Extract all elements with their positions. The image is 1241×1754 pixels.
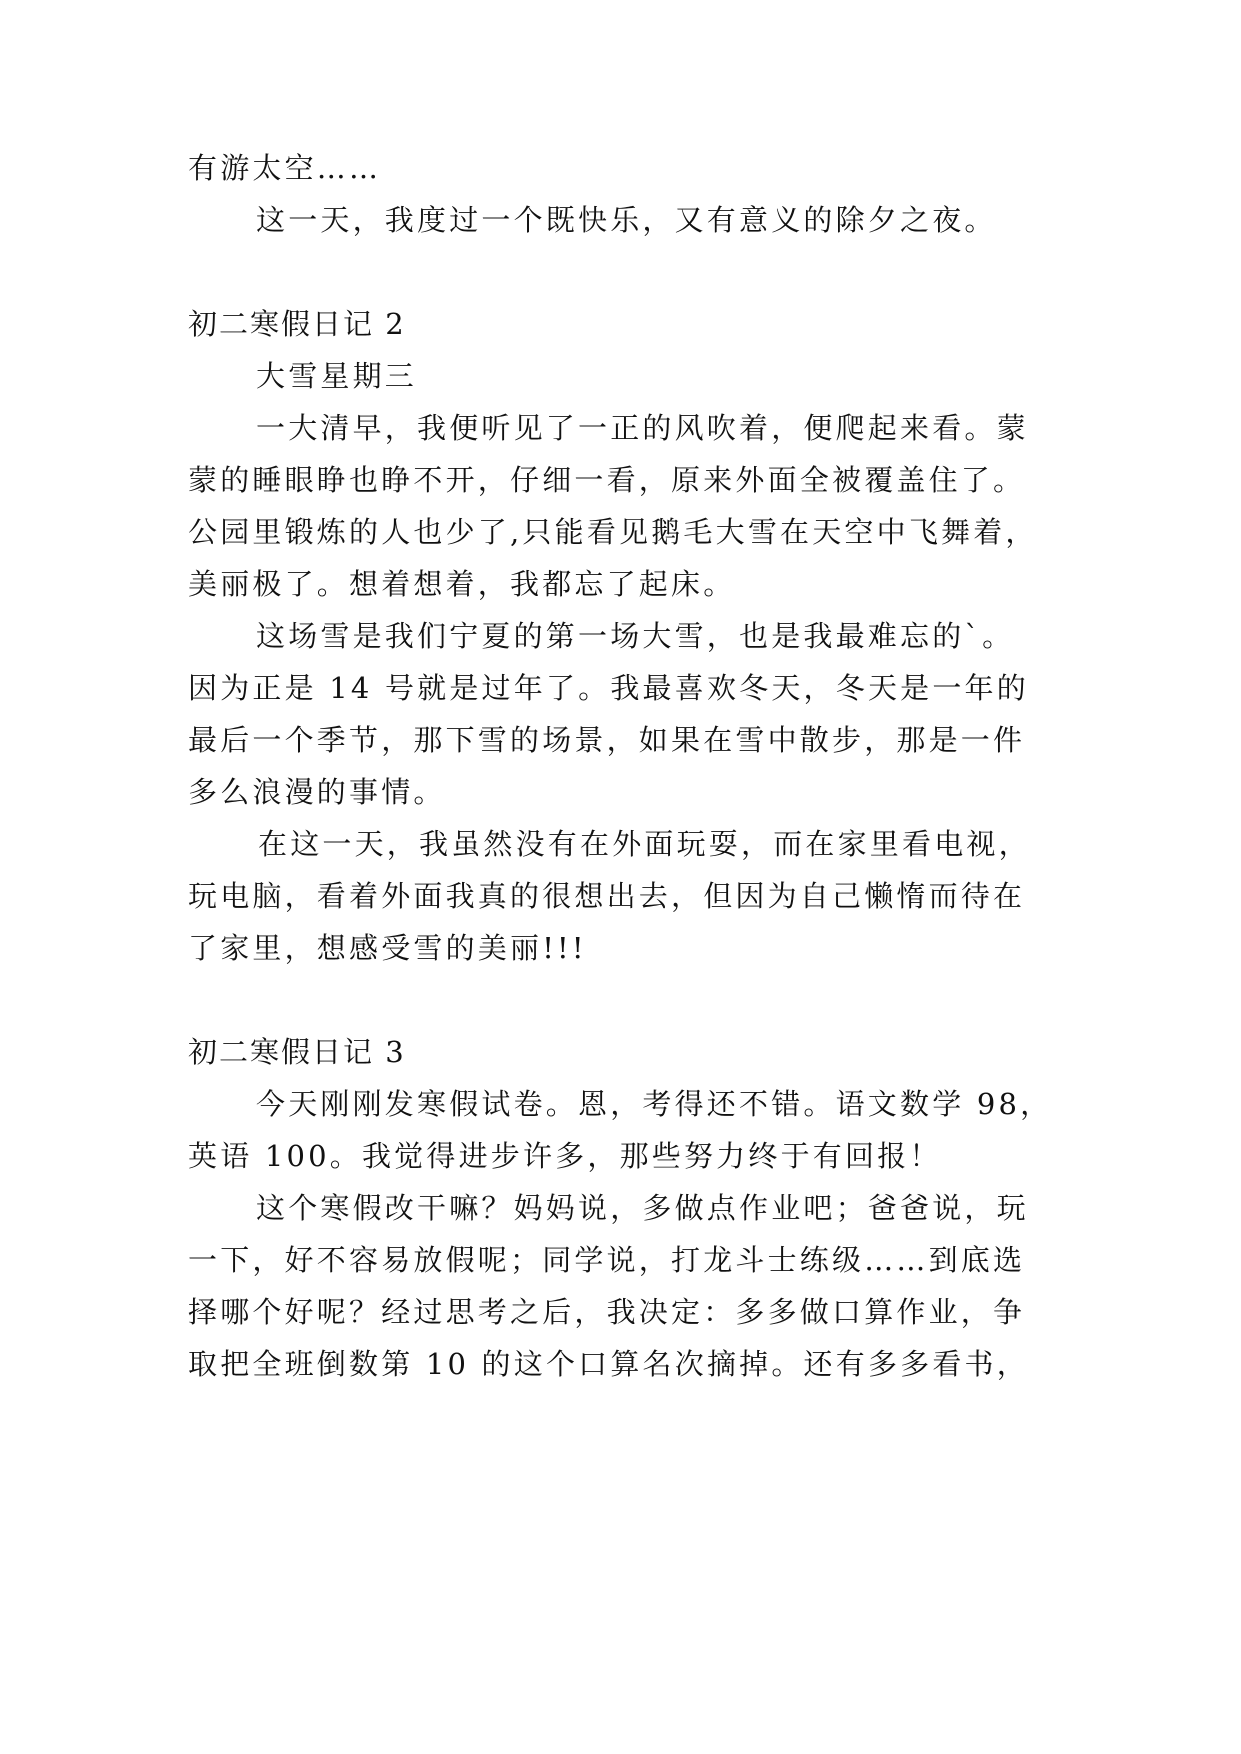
diary3-paragraph-1-line-1: 今天刚刚发寒假试卷。恩，考得还不错。语文数学 98， <box>256 1087 1053 1121</box>
diary2-paragraph-2-line-4: 多么浪漫的事情。 <box>188 775 446 809</box>
diary3-paragraph-2-line-1: 这个寒假改干嘛？妈妈说，多做点作业吧；爸爸说，玩 <box>256 1191 1029 1225</box>
diary3-paragraph-2-line-2: 一下，好不容易放假呢；同学说，打龙斗士练级……到底选 <box>188 1243 1026 1277</box>
intro-line-1: 有游太空…… <box>188 151 382 185</box>
diary2-paragraph-1-line-4: 美丽极了。想着想着，我都忘了起床。 <box>188 567 736 601</box>
diary2-paragraph-2-line-3: 最后一个季节，那下雪的场景，如果在雪中散步，那是一件 <box>188 723 1026 757</box>
diary3-paragraph-1-line-2: 英语 100。我觉得进步许多，那些努力终于有回报！ <box>188 1139 942 1173</box>
diary2-paragraph-2-line-2: 因为正是 14 号就是过年了。我最喜欢冬天，冬天是一年的 <box>188 671 1029 705</box>
diary3-paragraph-2-line-3: 择哪个好呢？经过思考之后，我决定：多多做口算作业，争 <box>188 1295 1026 1329</box>
diary2-paragraph-3-line-3: 了家里，想感受雪的美丽!!! <box>188 931 587 965</box>
diary2-paragraph-1-line-3: 公园里锻炼的人也少了,只能看见鹅毛大雪在天空中飞舞着， <box>188 515 1038 549</box>
diary2-title: 初二寒假日记 2 <box>188 307 406 341</box>
intro-line-2: 这一天，我度过一个既快乐，又有意义的除夕之夜。 <box>256 203 997 237</box>
diary2-paragraph-2-line-1: 这场雪是我们宁夏的第一场大雪，也是我最难忘的`。 <box>256 619 1015 653</box>
diary3-title: 初二寒假日记 3 <box>188 1035 406 1069</box>
diary2-subtitle: 大雪星期三 <box>256 359 418 393</box>
diary3-paragraph-2-line-4: 取把全班倒数第 10 的这个口算名次摘掉。还有多多看书， <box>188 1347 1029 1381</box>
diary2-paragraph-3-line-1: 在这一天，我虽然没有在外面玩耍，而在家里看电视， <box>258 827 1031 861</box>
diary2-paragraph-1-line-1: 一大清早，我便听见了一正的风吹着，便爬起来看。蒙 <box>256 411 1029 445</box>
diary2-paragraph-3-line-2: 玩电脑，看着外面我真的很想出去，但因为自己懒惰而待在 <box>188 879 1026 913</box>
diary2-paragraph-1-line-2: 蒙的睡眼睁也睁不开，仔细一看，原来外面全被覆盖住了。 <box>188 463 1026 497</box>
